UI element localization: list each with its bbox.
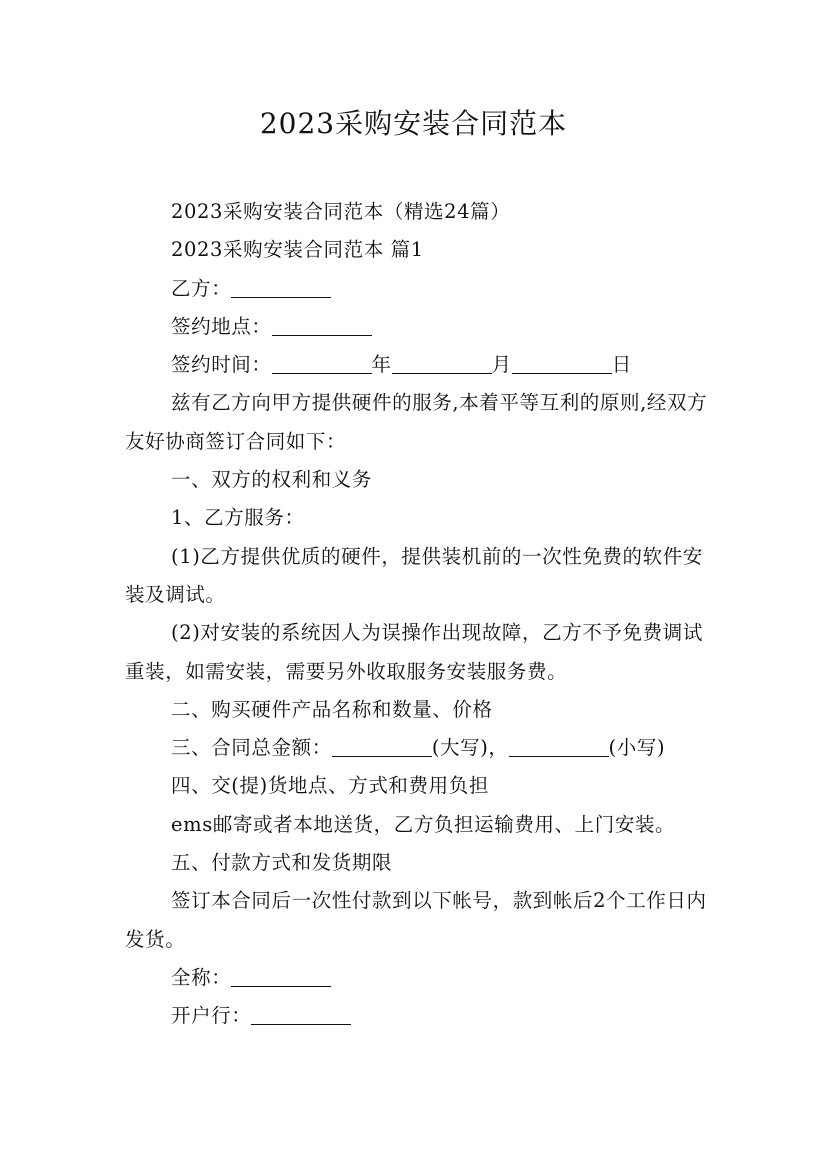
party-b-blank bbox=[231, 275, 331, 298]
month-label: 月 bbox=[491, 353, 512, 377]
sign-time-line bbox=[125, 346, 717, 384]
party-b-line bbox=[125, 270, 717, 308]
day-blank bbox=[512, 351, 612, 374]
year-blank bbox=[272, 351, 372, 374]
bank-blank bbox=[251, 1002, 351, 1025]
heading-4-body: ems邮寄或者本地送货，乙方负担运输费用、上门安装。 bbox=[171, 812, 676, 836]
section-heading: 2023采购安装合同范本 篇1 bbox=[171, 238, 424, 262]
party-b-label: 乙方： bbox=[171, 276, 232, 300]
amount-lower-label: (小写) bbox=[608, 736, 666, 760]
document-body bbox=[125, 193, 717, 1036]
full-name-line bbox=[125, 959, 717, 997]
sign-place-line bbox=[125, 308, 717, 346]
day-label: 日 bbox=[611, 353, 632, 377]
sign-time-label: 签约时间： bbox=[171, 353, 272, 377]
sign-place-blank bbox=[272, 313, 372, 336]
heading-2: 二、购买硬件产品名称和数量、价格 bbox=[171, 697, 493, 721]
subtitle: 2023采购安装合同范本（精选24篇） bbox=[171, 200, 511, 223]
item-1-1-b: (2)对安装的系统因人为误操作出现故障，乙方不予免费调试重装，如需安装，需要另外收取服务安装服务费。 bbox=[125, 621, 703, 683]
amount-lower-blank bbox=[509, 734, 609, 757]
heading-3-line bbox=[125, 729, 717, 767]
full-name-blank bbox=[231, 964, 331, 987]
heading-5: 五、付款方式和发货期限 bbox=[171, 851, 393, 875]
heading-5-body: 签订本合同后一次性付款到以下帐号，款到帐后2个工作日内发货。 bbox=[125, 889, 707, 951]
bank-line bbox=[125, 997, 717, 1035]
document-title: 2023采购安装合同范本 bbox=[259, 107, 568, 140]
heading-1: 一、双方的权利和义务 bbox=[171, 468, 373, 492]
heading-1-1: 1、乙方服务： bbox=[171, 506, 305, 530]
contract-amount-label: 三、合同总金额： bbox=[171, 736, 332, 760]
amount-upper-label: (大写)， bbox=[431, 736, 509, 760]
heading-4: 四、交(提)货地点、方式和费用负担 bbox=[171, 774, 489, 798]
month-blank bbox=[392, 351, 492, 374]
year-label: 年 bbox=[371, 353, 392, 377]
bank-label: 开户行： bbox=[171, 1004, 252, 1028]
item-1-1-a: (1)乙方提供优质的硬件，提供装机前的一次性免费的软件安装及调试。 bbox=[125, 544, 703, 606]
sign-place-label: 签约地点： bbox=[171, 314, 272, 338]
full-name-label: 全称： bbox=[171, 965, 232, 989]
amount-upper-blank bbox=[332, 734, 432, 757]
intro-paragraph: 兹有乙方向甲方提供硬件的服务,本着平等互利的原则,经双方友好协商签订合同如下： bbox=[125, 391, 708, 453]
